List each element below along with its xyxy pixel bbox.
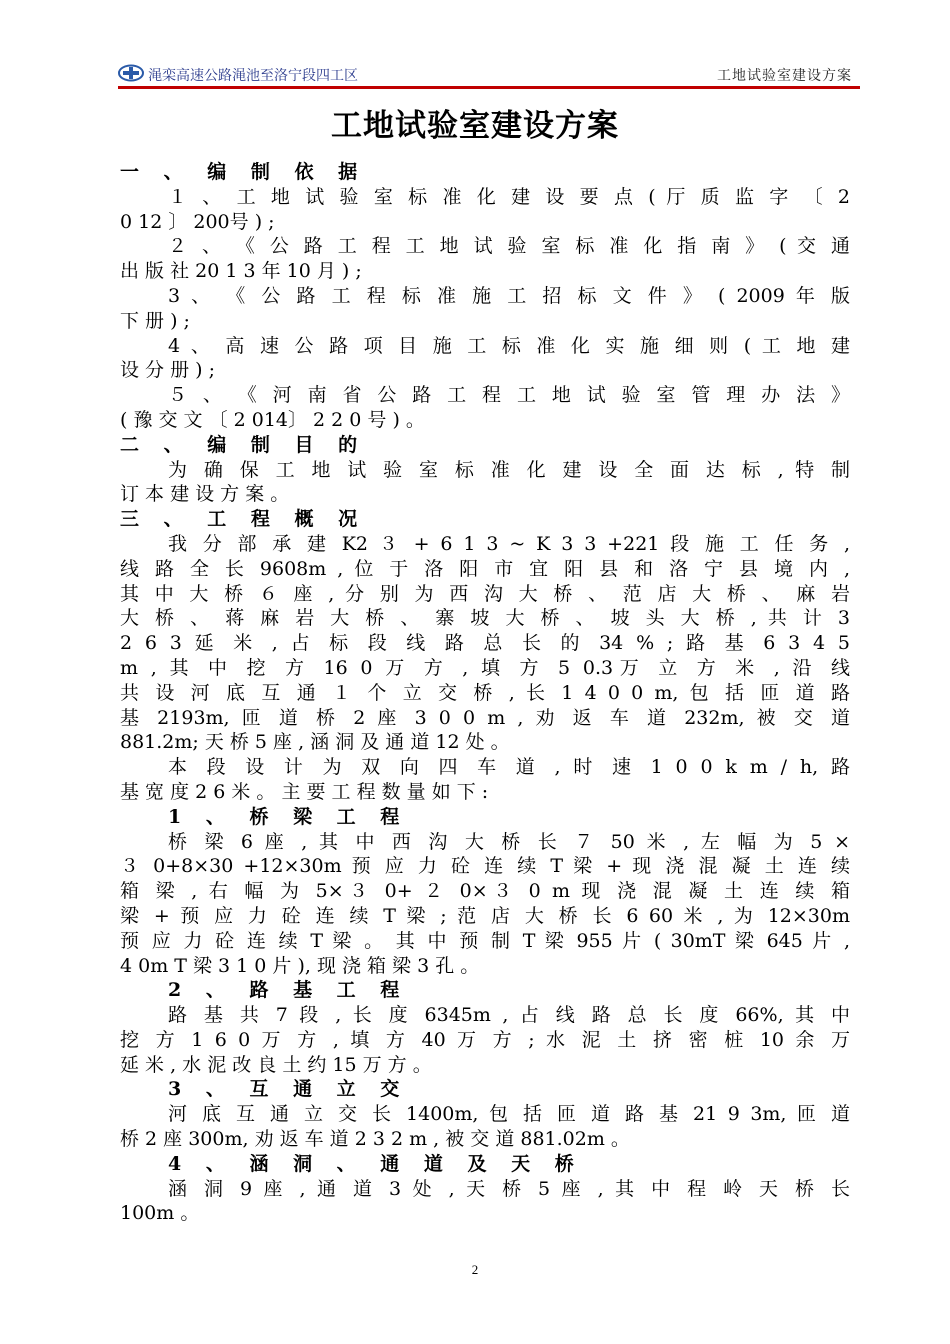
body-line: 我 分 部 承 建 K2 ３ + 6 1 3 ~ K 3 3 +221 段 施 工 任 务 , <box>168 532 850 555</box>
header-document-title: 工地试验室建设方案 <box>717 68 852 84</box>
subsection-heading: 1 、 桥 梁 工 程 <box>168 805 409 828</box>
body-line: 为 确 保 工 地 试 验 室 标 准 化 建 设 全 面 达 标 , 特 制 <box>168 458 850 481</box>
page-title: 工地试验室建设方案 <box>331 108 619 144</box>
section-heading: 三 、 工 程 概 况 <box>120 508 367 531</box>
body-line: 3 、 《 公 路 工 程 标 准 施 工 招 标 文 件 》 ( 2009 年 版 <box>168 284 850 307</box>
body-line: 延 米 , 水 泥 改 良 土 约 15 万 方 。 <box>120 1053 432 1076</box>
document-body <box>120 160 850 1226</box>
body-line: 订 本 建 设 方 案 。 <box>120 483 290 506</box>
body-line: 2 6 3 延 米 , 占 标 段 线 路 总 长 的 34 % ; 路 基 6 3 4 5 <box>120 632 850 655</box>
header-divider <box>118 86 860 89</box>
section-heading: 一 、 编 制 依 据 <box>120 161 367 183</box>
company-logo-icon <box>118 64 144 82</box>
body-line: 共 设 河 底 互 通 １ 个 立 交 桥 , 长 1 4 0 0 m, 包 括 匝 道 路 <box>120 681 850 704</box>
body-line: 线 路 全 长 9608m , 位 于 洛 阳 市 宜 阳 县 和 洛 宁 县 境 内 , <box>120 557 850 580</box>
body-line: 挖 方 1 6 0 万 方 , 填 方 40 万 方 ; 水 泥 土 挤 密 桩 10 余 万 <box>120 1028 850 1051</box>
body-line: ( 豫 交 文 〔 2 014〕 2 2 0 号 ) 。 <box>120 408 425 431</box>
body-line: 桥 2 座 300m, 劝 返 车 道 2 3 2 m , 被 交 道 881.02m 。 <box>120 1128 630 1151</box>
body-line: 箱 梁 , 右 幅 为 5×３ 0+ ２ 0×３ 0 m 现 浇 混 凝 土 连 续 箱 <box>120 880 850 903</box>
body-line: 河 底 互 通 立 交 长 1400m, 包 括 匝 道 路 基 21 9 3m, 匝 道 <box>168 1103 850 1126</box>
body-line: m , 其 中 挖 方 16 0 万 方 , 填 方 5 0.3万 立 方 米 , 沿 线 <box>120 656 850 679</box>
page-header <box>118 62 860 86</box>
body-line: 大 桥 、 蒋 麻 岩 大 桥 、 寨 坡 大 桥 、 坡 头 大 桥 , 共 计 3 <box>120 607 850 630</box>
body-line: 4 0m T 梁 3 1 0 片 ), 现 浇 箱 梁 3 孔 。 <box>120 954 480 977</box>
body-line: 4 、 高 速 公 路 项 目 施 工 标 准 化 实 施 细 则 ( 工 地 建 <box>168 334 850 357</box>
subsection-heading: 4 、 涵 洞 、 通 道 及 天 桥 <box>168 1152 583 1175</box>
body-line: 预 应 力 砼 连 续 T 梁 。 其 中 预 制 T 梁 955 片 ( 30mT 梁 645 片 , <box>120 929 850 952</box>
body-line: 其 中 大 桥 ６ 座 , 分 别 为 西 沟 大 桥 、 范 店 大 桥 、 麻 岩 <box>120 582 850 605</box>
section-heading: 二 、 编 制 目 的 <box>120 433 367 456</box>
body-line: ２ 、 《 公 路 工 程 工 地 试 验 室 标 准 化 指 南 》 ( 交 通 <box>168 235 850 258</box>
body-line: 本 段 设 计 为 双 向 四 车 道 , 时 速 1 0 0 k m / h, 路 <box>168 756 850 779</box>
body-line: ５ 、 《 河 南 省 公 路 工 程 工 地 试 验 室 管 理 办 法 》 <box>168 384 850 407</box>
body-line: 881.2m; 天 桥 5 座 , 涵 洞 及 通 道 12 处 。 <box>120 731 510 754</box>
body-line: 出 版 社 20 1 3 年 10 月 ) ; <box>120 260 362 283</box>
body-line: 基 2193m, 匝 道 桥 2 座 3 0 0 m , 劝 返 车 道 232m, 被 交 道 <box>120 706 850 729</box>
body-line: 设 分 册 ) ; <box>120 359 215 382</box>
page-number: 2 <box>471 1262 479 1277</box>
body-line: 100m 。 <box>120 1202 200 1225</box>
body-line: 涵 洞 9 座 , 通 道 3 处 , 天 桥 5 座 , 其 中 程 岭 天 桥 长 <box>168 1177 850 1200</box>
body-line: 梁 + 预 应 力 砼 连 续 T 梁 ; 范 店 大 桥 长 6 60 米 , 为 12×30m <box>120 904 850 927</box>
subsection-heading: 3 、 互 通 立 交 <box>168 1078 409 1101</box>
body-line: １ 、 工 地 试 验 室 标 准 化 建 设 要 点 ( 厅 质 监 字 〔 2 <box>168 185 850 208</box>
subsection-heading: 2 、 路 基 工 程 <box>168 979 409 1002</box>
body-line: 路 基 共 7 段 , 长 度 6345m , 占 线 路 总 长 度 66%, 其 中 <box>168 1004 850 1027</box>
body-line: 基 宽 度 2 6 米 。 主 要 工 程 数 量 如 下 : <box>120 780 489 803</box>
body-line: ３ 0+8×30 +12×30m 预 应 力 砼 连 续 T 梁 + 现 浇 混 凝 土 连 续 <box>120 855 850 878</box>
body-line: 桥 梁 6 座 , 其 中 西 沟 大 桥 长 ７ 50 米 , 左 幅 为 5 × <box>168 830 850 853</box>
header-project-name: 渑栾高速公路渑池至洛宁段四工区 <box>148 68 358 84</box>
body-line: 0 12 〕 200号 ) ; <box>120 210 275 233</box>
body-line: 下 册 ) ; <box>120 309 190 332</box>
